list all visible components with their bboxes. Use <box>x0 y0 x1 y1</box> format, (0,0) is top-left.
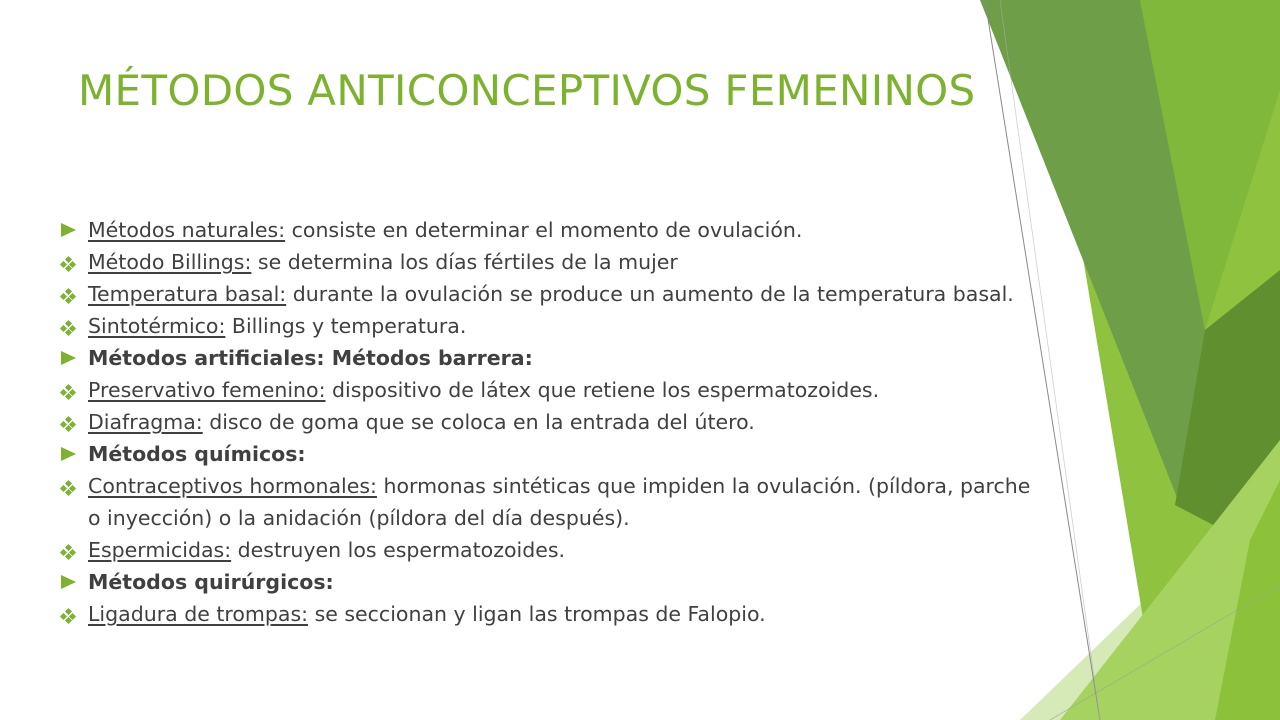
list-item <box>48 310 1038 342</box>
list-item <box>48 598 1038 630</box>
arrow-bullet-icon <box>48 214 88 237</box>
item-text: consiste en determinar el momento de ovulación. <box>285 218 803 242</box>
item-text: Billings y temperatura. <box>225 314 467 338</box>
diamond-bullet-icon <box>48 310 88 335</box>
arrow-bullet-icon <box>48 566 88 589</box>
diamond-bullet-icon <box>48 278 88 303</box>
item-label: Espermicidas: <box>88 538 232 562</box>
item-text: dispositivo de látex que retiene los espermatozoides. <box>325 378 880 402</box>
diamond-bullet-icon <box>48 374 88 399</box>
item-text: destruyen los espermatozoides. <box>231 538 566 562</box>
item-label: Preservativo femenino: <box>88 378 326 402</box>
item-text: durante la ovulación se produce un aumento de la temperatura basal. <box>286 282 1014 306</box>
list-item <box>48 342 1038 374</box>
diamond-bullet-icon <box>48 470 88 495</box>
item-label: Método Billings: <box>88 250 252 274</box>
item-label: Contraceptivos hormonales: <box>88 474 377 498</box>
list-item <box>48 374 1038 406</box>
diamond-bullet-icon <box>48 246 88 271</box>
item-text: disco de goma que se coloca en la entrada del útero. <box>202 410 755 434</box>
item-label: Temperatura basal: <box>88 282 287 306</box>
list-item <box>48 534 1038 566</box>
item-label: Métodos naturales: <box>88 218 286 242</box>
list-item <box>48 566 1038 598</box>
list-item <box>48 470 1038 534</box>
diamond-bullet-icon <box>48 534 88 559</box>
item-label: Métodos quirúrgicos: <box>88 570 334 594</box>
list-item <box>48 278 1038 310</box>
item-text: se seccionan y ligan las trompas de Falopio. <box>308 602 766 626</box>
bullet-list <box>48 214 1038 630</box>
list-item <box>48 246 1038 278</box>
list-item <box>48 438 1038 470</box>
item-label: Diafragma: <box>88 410 203 434</box>
item-text: se determina los días fértiles de la mujer <box>251 250 678 274</box>
item-label: Ligadura de trompas: <box>88 602 309 626</box>
arrow-bullet-icon <box>48 438 88 461</box>
slide-title: MÉTODOS ANTICONCEPTIVOS FEMENINOS <box>78 66 976 115</box>
list-item <box>48 406 1038 438</box>
list-item <box>48 214 1038 246</box>
item-label: Sintotérmico: <box>88 314 226 338</box>
item-label: Métodos artificiales: Métodos barrera: <box>88 346 533 370</box>
arrow-bullet-icon <box>48 342 88 365</box>
diamond-bullet-icon <box>48 406 88 431</box>
item-label: Métodos químicos: <box>88 442 306 466</box>
item-text: hormonas sintéticas que impiden la ovulación. (píldora, parche o inyección) o la anidación (píldora del día después). <box>88 474 1031 530</box>
diamond-bullet-icon <box>48 598 88 623</box>
